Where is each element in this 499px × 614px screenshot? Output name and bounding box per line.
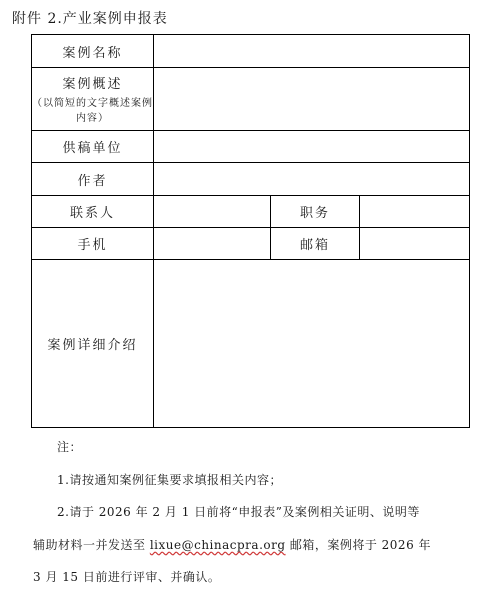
- unit-label: 供稿单位: [32, 131, 154, 163]
- case-application-form: [31, 34, 470, 428]
- row-author: [32, 163, 470, 196]
- note-item-2-line-3: 3 月 15 日前进行评审、并确认。: [33, 570, 221, 584]
- note-item-2-line-2-post: 邮箱，案例将于 2026 年: [285, 538, 432, 552]
- contact-field[interactable]: [154, 196, 271, 228]
- email-link[interactable]: lixue@chinacpra.org: [149, 538, 286, 552]
- case-summary-label-cell: [32, 68, 154, 131]
- row-case-summary: [32, 68, 470, 131]
- case-summary-hint: （以简短的文字概述案例内容）: [32, 97, 153, 124]
- row-case-name: [32, 35, 470, 68]
- email-field[interactable]: [360, 228, 470, 260]
- note-item-2-line-2: [33, 536, 431, 553]
- row-detail: [32, 260, 470, 428]
- row-unit: [32, 131, 470, 163]
- case-name-label: 案例名称: [32, 35, 154, 68]
- position-label: 职务: [271, 196, 360, 228]
- case-summary-label: 案例概述: [62, 76, 123, 92]
- note-item-2-line-1: 2.请于 2026 年 2 月 1 日前将“申报表”及案例相关证明、说明等: [57, 505, 420, 519]
- case-name-field[interactable]: [154, 35, 470, 68]
- unit-field[interactable]: [154, 131, 470, 163]
- notes-heading: 注：: [57, 440, 83, 454]
- case-summary-field[interactable]: [154, 68, 470, 131]
- row-contact: [32, 196, 470, 228]
- contact-label: 联系人: [32, 196, 154, 228]
- author-field[interactable]: [154, 163, 470, 196]
- email-label: 邮箱: [271, 228, 360, 260]
- note-item-1: 1.请按通知案例征集要求填报相关内容；: [57, 473, 282, 487]
- position-field[interactable]: [360, 196, 470, 228]
- row-phone: [32, 228, 470, 260]
- document-title: 附件 2.产业案例申报表: [12, 11, 168, 27]
- detail-field[interactable]: [154, 260, 470, 428]
- note-item-2-line-2-pre: 辅助材料一并发送至: [33, 538, 150, 552]
- author-label: 作者: [32, 163, 154, 196]
- detail-label: 案例详细介绍: [32, 260, 154, 428]
- phone-label: 手机: [32, 228, 154, 260]
- phone-field[interactable]: [154, 228, 271, 260]
